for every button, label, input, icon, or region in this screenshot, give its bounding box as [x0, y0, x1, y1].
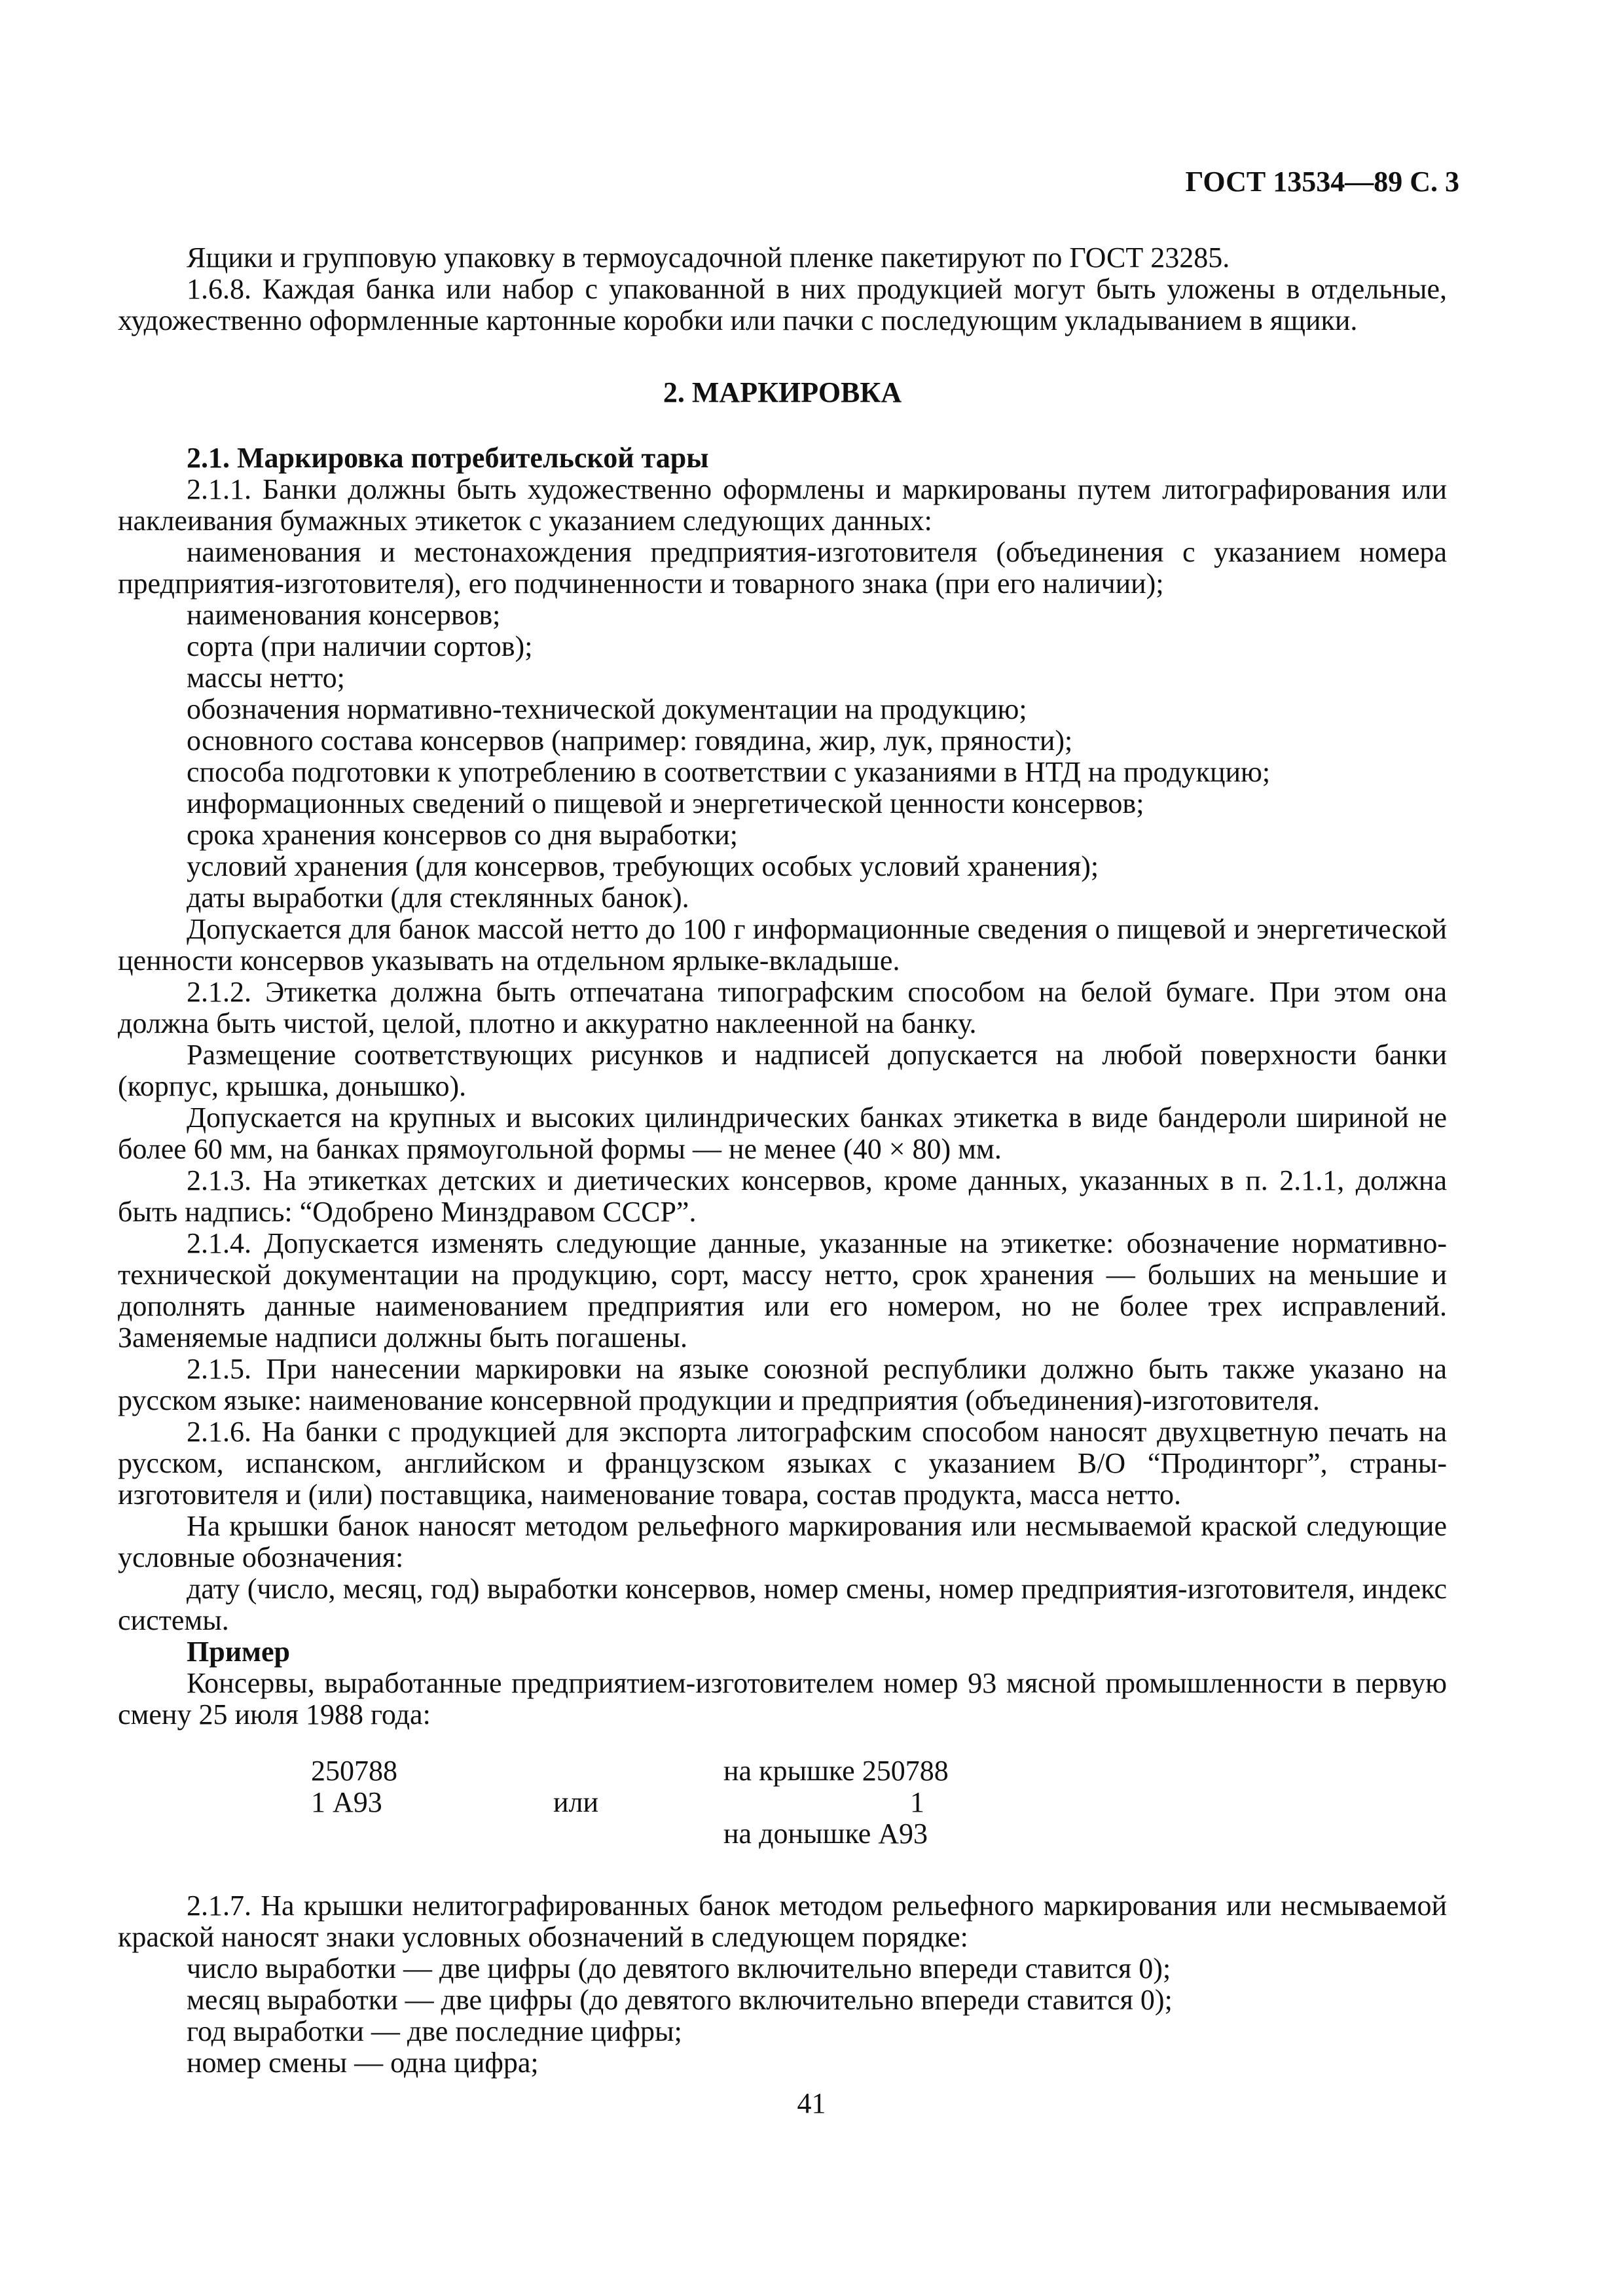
example-left-line-1: 250788: [311, 1755, 397, 1787]
example-marking: [118, 1755, 1447, 1860]
example-or: или: [553, 1786, 599, 1818]
list-item: основного состава консервов (например: говядина, жир, лук, пряности);: [187, 725, 1073, 757]
paragraph-2-1-1: 2.1.1. Банки должны быть художественно оформлены и маркированы путем литографирования или наклеивания бумажных этикеток с указанием следующих данных:: [118, 473, 1447, 537]
list-item: число выработки — две цифры (до девятого включительно впереди ставится 0);: [187, 1952, 1171, 1984]
paragraph-2-1-6: 2.1.6. На банки с продукцией для экспорта литографским способом наносят двухцветную печать на русском, испанском, английском и французском языках с указанием В/О “Продинторг”, страны-изготовителя и (или) поставщика, наименование товара, состав продукта, масса нетто.: [118, 1416, 1447, 1511]
list-item: способа подготовки к употреблению в соответствии с указаниями в НТД на продукцию;: [187, 756, 1271, 788]
example-right-line-1: на крышке 250788: [723, 1755, 949, 1787]
list-item: наименования и местонахождения предприятия-изготовителя (объединения с указанием номера предприятия-изготовителя), его подчиненности и товарного знака (при его наличии);: [118, 536, 1447, 600]
paragraph-2-1-5: 2.1.5. При нанесении маркировки на языке союзной республики должно быть также указано на русском языке: наименование консервной продукции и предприятия (объединения)-изготовителя.: [118, 1353, 1447, 1416]
list-item: даты выработки (для стеклянных банок).: [187, 882, 689, 914]
list-item: срока хранения консервов со дня выработки;: [187, 819, 738, 851]
section-title: 2. МАРКИРОВКА: [663, 376, 902, 408]
paragraph: Размещение соответствующих рисунков и надписей допускается на любой поверхности банки (корпус, крышка, донышко).: [118, 1039, 1447, 1102]
list-item: условий хранения (для консервов, требующих особых условий хранения);: [187, 850, 1099, 882]
example-right-line-3: на донышке А93: [723, 1818, 928, 1850]
paragraph: Допускается для банок массой нетто до 100 г информационные сведения о пищевой и энергетической ценности консервов указывать на отдельном ярлыке-вкладыше.: [118, 913, 1447, 977]
example-label: Пример: [187, 1636, 291, 1668]
list-item: наименования консервов;: [187, 599, 501, 631]
list-item: месяц выработки — две цифры (до девятого включительно впереди ставится 0);: [187, 1984, 1173, 2016]
list-item: дату (число, месяц, год) выработки консервов, номер смены, номер предприятия-изготовителя, индекс системы.: [118, 1573, 1447, 1636]
list-item: номер смены — одна цифра;: [187, 2047, 539, 2079]
paragraph-1-6-8: 1.6.8. Каждая банка или набор с упакованной в них продукцией могут быть уложены в отдельные, художественно оформленные картонные коробки или пачки с последующим укладыванием в ящики.: [118, 273, 1447, 336]
paragraph-2-1-4: 2.1.4. Допускается изменять следующие данные, указанные на этикетке: обозначение нормативно-технической документации на продукцию, сорт, массу нетто, срок хранения — больших на меньшие и дополнять данные наименованием предприятия или его номером, но не более трех исправлений. Заменяемые надписи должны быть погашены.: [118, 1227, 1447, 1354]
paragraph-2-1-2: 2.1.2. Этикетка должна быть отпечатана типографским способом на белой бумаге. При этом она должна быть чистой, целой, плотно и аккуратно наклеенной на банку.: [118, 976, 1447, 1039]
paragraph-2-1-7: 2.1.7. На крышки нелитографированных банок методом рельефного маркирования или несмываемой краской наносят знаки условных обозначений в следующем порядке:: [118, 1890, 1447, 1953]
example-left-line-2: 1 А93: [311, 1786, 382, 1818]
list-item: год выработки — две последние цифры;: [187, 2015, 682, 2047]
paragraph-2-1-3: 2.1.3. На этикетках детских и диетических консервов, кроме данных, указанных в п. 2.1.1, должна быть надпись: “Одобрено Минздравом СССР”.: [118, 1164, 1447, 1228]
paragraph: Ящики и групповую упаковку в термоусадочной пленке пакетируют по ГОСТ 23285.: [187, 242, 1230, 274]
list-item: массы нетто;: [187, 662, 345, 694]
page-header: ГОСТ 13534—89 С. 3: [1185, 166, 1459, 198]
list-item: обозначения нормативно-технической документации на продукцию;: [187, 693, 1027, 725]
page-number: 41: [797, 2087, 826, 2119]
paragraph: На крышки банок наносят методом рельефного маркирования или несмываемой краской следующие условные обозначения:: [118, 1510, 1447, 1573]
paragraph: Допускается на крупных и высоких цилиндрических банках этикетка в виде бандероли шириной не более 60 мм, на банках прямоугольной формы — не менее (40 × 80) мм.: [118, 1102, 1447, 1165]
list-item: информационных сведений о пищевой и энергетической ценности консервов;: [187, 787, 1144, 819]
example-right-line-2: 1: [910, 1786, 924, 1818]
document-body: [118, 242, 1447, 2079]
subsection-title: 2.1. Маркировка потребительской тары: [187, 442, 709, 474]
list-item: сорта (при наличии сортов);: [187, 630, 533, 662]
example-text: Консервы, выработанные предприятием-изготовителем номер 93 мясной промышленности в первую смену 25 июля 1988 года:: [118, 1667, 1447, 1731]
